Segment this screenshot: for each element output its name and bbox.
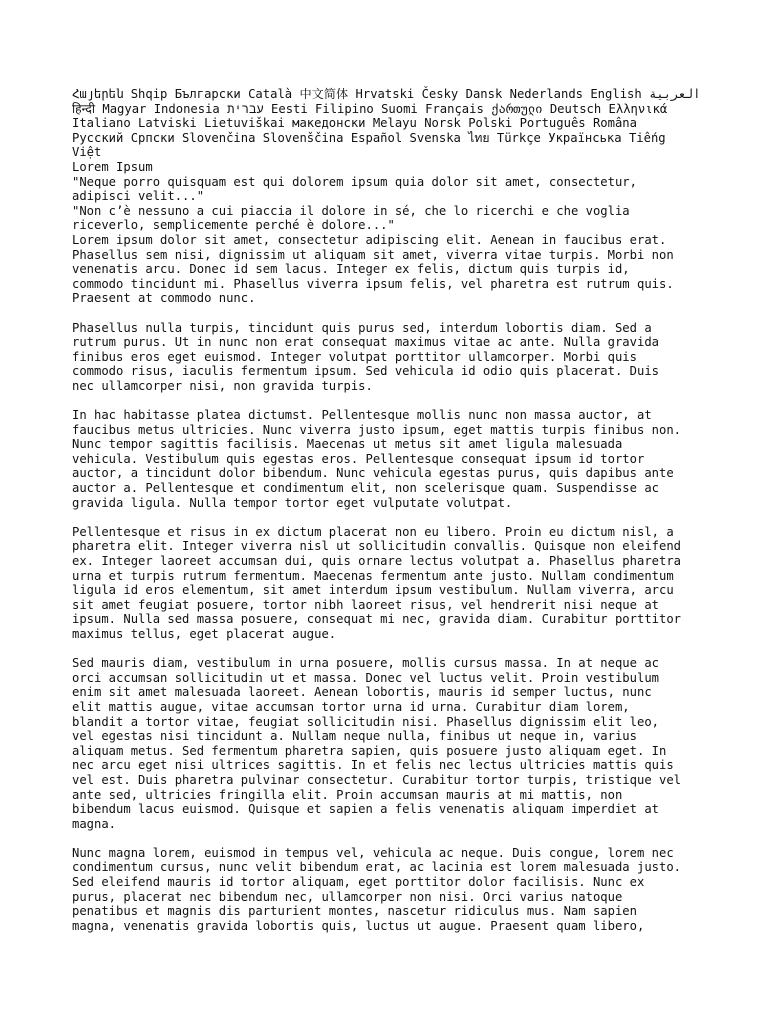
paragraph-line: aliquam metus. Sed fermentum pharetra sapien, quis posuere justo aliquam eget. In [72, 743, 667, 758]
language-line: Հայերեն Shqip Български Català 中文简体 Hrvatski Česky Dansk Nederlands English العربية [72, 87, 701, 101]
paragraph-line: vel egestas nisi tincidunt a. Nullam neque nulla, finibus ut neque in, varius [72, 729, 637, 744]
body-text [72, 233, 712, 934]
language-line: हिन्दी Magyar Indonesia עברית Eesti Filipino Suomi Français ქართული Deutsch Ελληνικά [72, 101, 668, 116]
paragraph-line: Pellentesque et risus in ex dictum placerat non eu libero. Proin eu dictum nisl, a [72, 524, 674, 539]
paragraph-line: purus, placerat nec bibendum nec, ullamcorper non nisi. Orci varius natoque [72, 889, 623, 904]
paragraph-line: In hac habitasse platea dictumst. Pellentesque mollis nunc non massa auctor, at [72, 408, 652, 423]
paragraph-line: vel est. Duis pharetra pulvinar consectetur. Curabitur tortor turpis, tristique vel [72, 772, 682, 787]
paragraph-line: Nunc tempor sagittis facilisis. Maecenas ut metus sit amet ligula malesuada [72, 437, 623, 452]
body-paragraph [72, 656, 712, 831]
language-list [72, 87, 712, 160]
paragraph-line: ipsum. Nulla sed massa posuere, consequat mi nec, gravida diam. Curabitur porttitor [72, 612, 682, 627]
body-paragraph [72, 408, 712, 510]
paragraph-line: vehicula. Vestibulum quis egestas eros. Pellentesque consequat ipsum id tortor [72, 451, 645, 466]
body-paragraph [72, 525, 712, 642]
paragraph-line: ligula id eros elementum, sit amet interdum ipsum vestibulum. Nullam viverra, arcu [72, 583, 674, 598]
paragraph-line: blandit a tortor vitae, feugiat sollicitudin nisi. Phasellus dignissim elit leo, [72, 714, 659, 729]
paragraph-line: penatibus et magnis dis parturient montes, nascetur ridiculus mus. Nam sapien [72, 904, 637, 919]
paragraph-line: Nunc magna lorem, euismod in tempus vel, vehicula ac neque. Duis congue, lorem nec [72, 845, 674, 860]
paragraph-line: auctor, a tincidunt dolor bibendum. Nunc vehicula egestas purus, quis dapibus ante [72, 466, 674, 481]
paragraph-line: commodo risus, iaculis fermentum ipsum. Sed vehicula id odio quis placerat. Duis [72, 364, 659, 379]
paragraph-line: Lorem ipsum dolor sit amet, consectetur adipiscing elit. Aenean in faucibus erat. [72, 232, 667, 247]
paragraph-line: Praesent at commodo nunc. [72, 291, 256, 306]
body-paragraph [72, 846, 712, 934]
paragraph-line: Sed mauris diam, vestibulum in urna posuere, mollis cursus massa. In at neque ac [72, 656, 659, 671]
quote-line: "Non c’è nessuno a cui piaccia il dolore in sé, che lo ricerchi e che voglia [72, 203, 630, 218]
paragraph-line: Phasellus sem nisi, dignissim ut aliquam sit amet, viverra vitae turpis. Morbi non [72, 247, 674, 262]
quote-latin [72, 175, 712, 204]
quote-line: "Neque porro quisquam est qui dolorem ipsum quia dolor sit amet, consectetur, [72, 174, 637, 189]
language-line: Italiano Latviski Lietuviškai македонски Melayu Norsk Polski Português Româna [72, 116, 637, 131]
paragraph-line: condimentum cursus, nunc velit bibendum erat, ac lacinia est lorem malesuada justo. [72, 860, 682, 875]
paragraph-line: Phasellus nulla turpis, tincidunt quis purus sed, interdum lobortis diam. Sed a [72, 320, 652, 335]
paragraph-line: magna. [72, 816, 117, 831]
language-line: Việt [72, 145, 102, 160]
paragraph-line: faucibus metus ultricies. Nunc viverra justo ipsum, eget mattis turpis finibus non. [72, 422, 682, 437]
body-paragraph [72, 233, 712, 306]
paragraph-line: pharetra elit. Integer viverra nisl ut sollicitudin convallis. Quisque non eleifend [72, 539, 682, 554]
paragraph-line: venenatis arcu. Donec id sem lacus. Integer ex felis, dictum quis turpis id, [72, 262, 630, 277]
quote-line: adipisci velit..." [72, 189, 205, 204]
paragraph-line: sit amet feugiat posuere, tortor nibh laoreet risus, vel hendrerit nisi neque at [72, 597, 659, 612]
paragraph-line: orci accumsan sollicitudin ut et massa. Donec vel luctus velit. Proin vestibulum [72, 670, 659, 685]
paragraph-line: rutrum purus. Ut in nunc non erat consequat maximus vitae ac ante. Nulla gravida [72, 335, 659, 350]
paragraph-line: nec arcu eget nisi ultrices sagittis. In et felis nec lectus ultricies mattis quis [72, 758, 674, 773]
paragraph-line: urna et turpis rutrum fermentum. Maecenas fermentum ante justo. Nullam condimentum [72, 568, 674, 583]
paragraph-line: enim sit amet malesuada laoreet. Aenean lobortis, mauris id semper luctus, nunc [72, 685, 652, 700]
paragraph-line: ex. Integer laoreet accumsan dui, quis ornare lectus volutpat a. Phasellus pharetra [72, 554, 682, 568]
paragraph-line: Sed eleifend mauris id tortor aliquam, eget porttitor dolor facilisis. Nunc ex [72, 875, 645, 890]
paragraph-line: ante sed, ultricies fringilla elit. Proin accumsan mauris at mi mattis, non [72, 787, 623, 802]
paragraph-line: elit mattis augue, vitae accumsan tortor urna id urna. Curabitur diam lorem, [72, 699, 630, 714]
quote-line: riceverlo, semplicemente perché è dolore..." [72, 218, 395, 233]
paragraph-line: gravida ligula. Nulla tempor tortor eget vulputate volutpat. [72, 495, 513, 510]
paragraph-line: nec ullamcorper nisi, non gravida turpis. [72, 378, 373, 393]
body-paragraph [72, 321, 712, 394]
document-title: Lorem Ipsum [72, 159, 153, 174]
paragraph-line: maximus tellus, eget placerat augue. [72, 626, 337, 641]
paragraph-line: finibus eros eget euismod. Integer volutpat porttitor ullamcorper. Morbi quis [72, 349, 637, 364]
quote-italian [72, 204, 712, 233]
paragraph-line: auctor a. Pellentesque et condimentum elit, non scelerisque quam. Suspendisse ac [72, 481, 659, 496]
language-line: Русский Српски Slovenčina Slovenščina Español Svenska ไทย Türkçe Українська Tiếng [72, 130, 666, 145]
paragraph-line: bibendum lacus euismod. Quisque et sapien a felis venenatis aliquam imperdiet at [72, 802, 659, 817]
paragraph-line: commodo tincidunt mi. Phasellus viverra ipsum felis, vel pharetra est rutrum quis. [72, 276, 674, 291]
paragraph-line: magna, venenatis gravida lobortis quis, luctus ut augue. Praesent quam libero, [72, 918, 645, 933]
